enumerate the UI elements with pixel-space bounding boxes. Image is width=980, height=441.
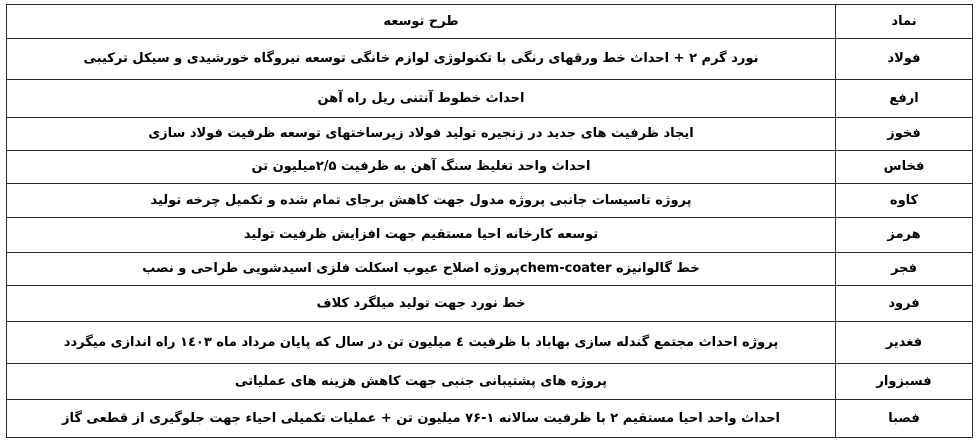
table-row (7, 80, 973, 118)
row-symbol: فخاس (836, 151, 973, 184)
table-row (7, 118, 973, 151)
development-plans-table (6, 4, 973, 438)
row-symbol: فسبزوار (836, 364, 973, 400)
table-row (7, 400, 973, 438)
row-plan: پروژه های پشتیبانی جنبی جهت کاهش هزینه های عملیاتی (7, 364, 836, 400)
table-row (7, 253, 973, 286)
row-plan: خط نورد جهت تولید میلگرد کلاف (7, 286, 836, 322)
header-symbol: نماد (836, 5, 973, 39)
table-row (7, 286, 973, 322)
row-plan: احداث واحد تغلیظ سنگ آهن به ظرفیت ۲/۵میلیون تن (7, 151, 836, 184)
row-symbol: کاوه (836, 184, 973, 218)
row-symbol: فولاد (836, 39, 973, 80)
row-plan: خط گالوانیزه chem-coaterپروژه اصلاح عیوب اسکلت فلزی اسیدشویی طراحی و نصب (7, 253, 836, 286)
row-plan: ایجاد ظرفیت های جدید در زنجیره تولید فولاد زیرساختهای توسعه ظرفیت فولاد سازی (7, 118, 836, 151)
table-row (7, 218, 973, 253)
row-symbol: فخوز (836, 118, 973, 151)
row-plan: احداث واحد احیا مستقیم ۲ با ظرفیت سالانه ۱-۷۶ میلیون تن + عملیات تکمیلی احیاء جهت جلوگیری از قطعی گاز (7, 400, 836, 438)
row-plan: احداث خطوط آنتنی ریل راه آهن (7, 80, 836, 118)
row-symbol: فصبا (836, 400, 973, 438)
header-plan: طرح توسعه (7, 5, 836, 39)
row-symbol: فجر (836, 253, 973, 286)
table-row (7, 184, 973, 218)
row-plan: توسعه کارخانه احیا مستقیم جهت افزایش ظرفیت تولید (7, 218, 836, 253)
row-plan: نورد گرم ۲ + احداث خط ورقهای رنگی با تکنولوژی لوازم خانگی توسعه نیروگاه خورشیدی و سیکل ترکیبی (7, 39, 836, 80)
row-symbol: هرمز (836, 218, 973, 253)
table-row (7, 39, 973, 80)
row-symbol: ارفع (836, 80, 973, 118)
row-symbol: فرود (836, 286, 973, 322)
table-row (7, 364, 973, 400)
table-header-row (7, 5, 973, 39)
table-row (7, 322, 973, 364)
row-plan: پروژه تاسیسات جانبی پروژه مدول جهت کاهش برجای تمام شده و تکمیل چرخه تولید (7, 184, 836, 218)
row-plan: پروژه احداث مجتمع گندله سازی بهاباد با ظرفیت ٤ میلیون تن در سال که پایان مرداد ماه ۱٤۰۳ راه اندازی میگردد (7, 322, 836, 364)
row-symbol: فغدیر (836, 322, 973, 364)
table-row (7, 151, 973, 184)
